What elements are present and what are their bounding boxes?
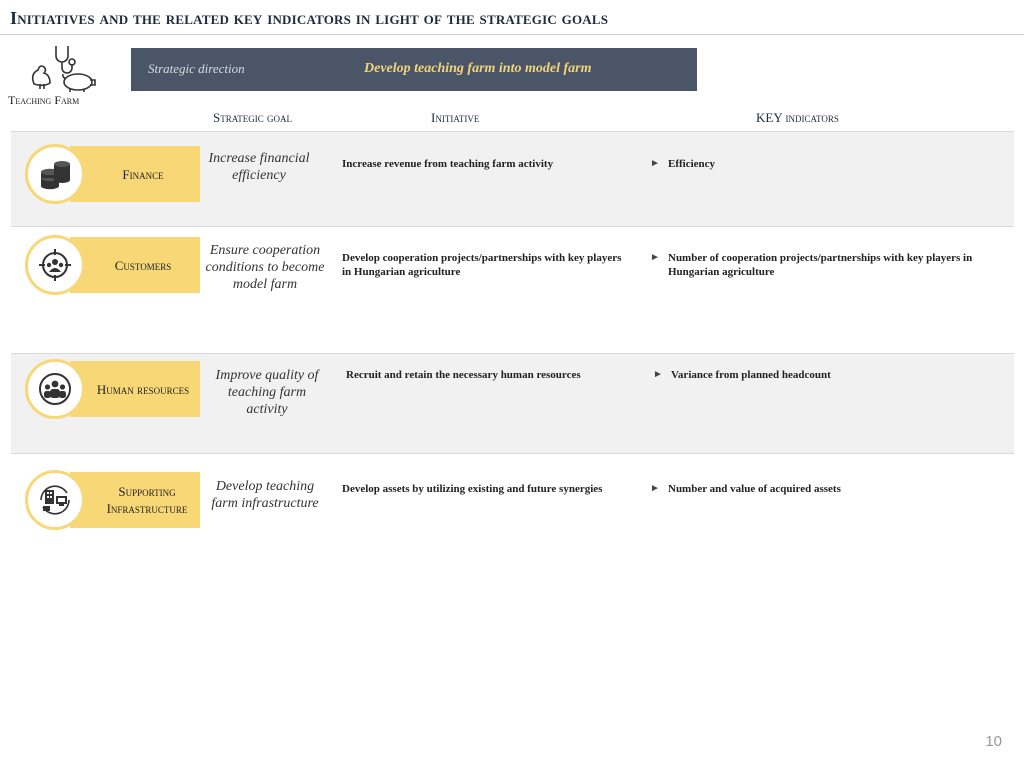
initiative-text: Develop cooperation projects/partnerships with key players in Hungarian agriculture [342,252,622,278]
perspective-label: Human resources [96,381,190,397]
row-divider [11,353,1014,354]
strategic-goal: Ensure cooperation conditions to become model farm [205,243,325,292]
strategic-direction-value: Develop teaching farm into model farm [364,61,592,76]
perspective-infrastructure-bar [70,472,200,528]
strategic-direction-label: Strategic direction [148,61,245,76]
perspective-finance-bar [70,146,200,202]
bullet-arrow-icon: ► [650,252,660,263]
bullet-arrow-icon: ► [650,483,660,494]
column-header-indicators: KEY indicators [756,110,839,125]
column-header-goal: Strategic goal [213,110,292,125]
row-divider [11,226,1014,227]
title-divider [0,34,1024,35]
initiative-text: Develop assets by utilizing existing and future synergies [342,483,603,495]
perspective-label: Customers [114,257,172,273]
key-indicator: Variance from planned headcount [671,369,831,381]
row-divider [11,453,1014,454]
customers-target-icon [25,235,85,295]
key-indicator: Number and value of acquired assets [668,483,841,495]
key-indicator: Number of cooperation projects/partnerships with key players in Hungarian agriculture [668,252,973,278]
strategic-goal: Develop teaching farm infrastructure [211,479,319,511]
perspective-label: Finance [122,166,164,182]
perspective-label: Supporting Infrastructure [106,484,188,516]
row-divider [11,131,1014,132]
column-header-initiative: Initiative [431,110,480,125]
bullet-arrow-icon: ► [653,369,663,380]
strategic-goal: Increase financial efficiency [208,151,310,183]
teaching-farm-label: Teaching Farm [8,93,80,107]
coins-stack-icon [25,144,85,204]
farm-animals-icon [26,42,98,92]
infrastructure-network-icon [25,470,85,530]
initiative-text: Recruit and retain the necessary human resources [346,369,581,381]
people-group-icon [25,359,85,419]
perspective-customers-bar [70,237,200,293]
perspective-human-resources-bar [70,361,200,417]
bullet-arrow-icon: ► [650,158,660,169]
page-number: 10 [985,733,1002,750]
initiative-text: Increase revenue from teaching farm activity [342,158,554,170]
page-title: Initiatives and the related key indicators in light of the strategic goals [10,8,609,28]
key-indicator: Efficiency [668,158,716,170]
strategic-goal: Improve quality of teaching farm activity [215,368,319,417]
